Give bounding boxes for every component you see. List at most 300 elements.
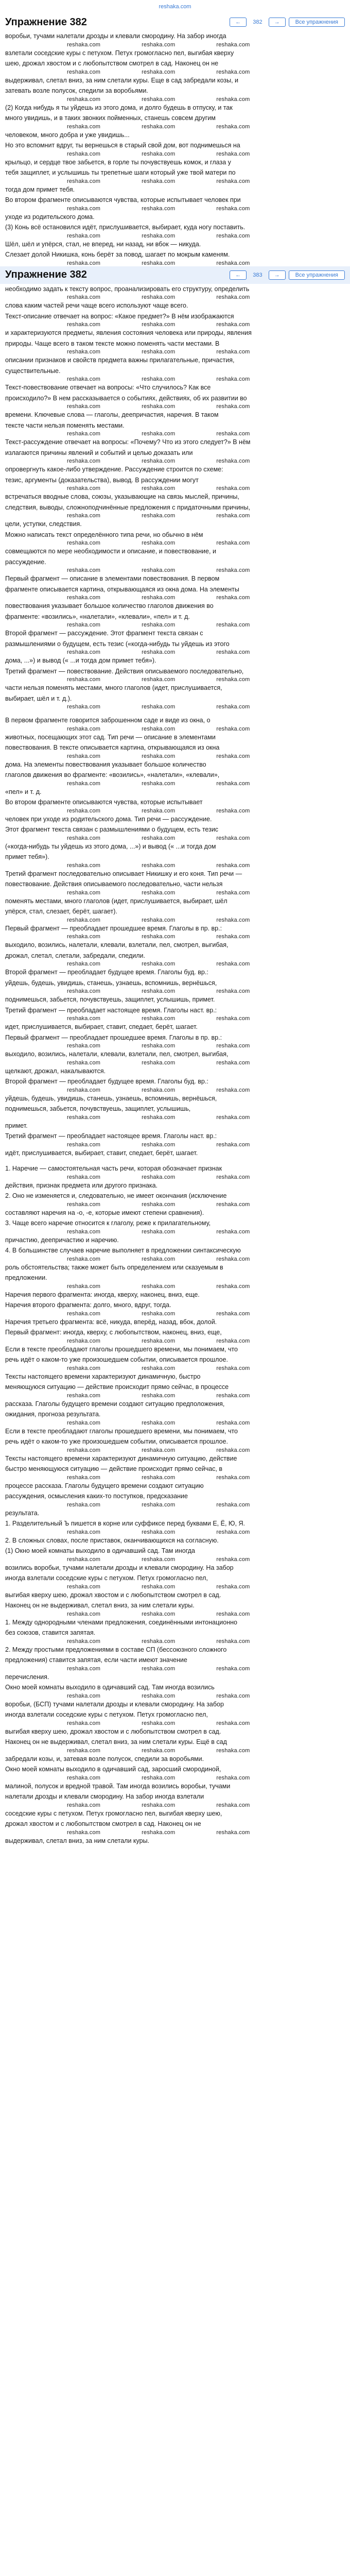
watermark: [5, 567, 345, 573]
text-line: речь идёт о каком-то уже произошедшем событии, описывается прошлое.: [5, 1356, 228, 1363]
watermark-text: reshaka.com: [142, 150, 176, 157]
next-exercise-button[interactable]: →: [269, 18, 286, 27]
text-line: описании признаков и свойств предмета важны прилагательные, причастия,: [5, 357, 235, 364]
watermark-text: reshaka.com: [216, 1774, 250, 1781]
watermark-text: reshaka.com: [67, 1087, 101, 1093]
text-line: предложении.: [5, 1274, 47, 1281]
text-line: Первый фрагмент — описание в элементами повествования. В первом: [5, 575, 220, 582]
watermark-text: reshaka.com: [216, 1474, 250, 1481]
text-line: рассказа. Глаголы будущего времени создают ситуацию предположения,: [5, 1400, 225, 1408]
text-line: В первом фрагменте говорится заброшенном саде и виде из окна, о: [5, 717, 211, 724]
watermark-text: reshaka.com: [67, 150, 101, 157]
watermark-text: reshaka.com: [67, 1201, 101, 1208]
watermark-text: reshaka.com: [216, 917, 250, 923]
watermark: [5, 595, 345, 601]
text-line: причастию, деепричастию и наречию.: [5, 1236, 119, 1244]
text-line: иногда взлетали соседские куры с петухом. Петух громогласно пел,: [5, 1574, 208, 1582]
text-line: выдерживал, слетал вниз, за ним слетали куры.: [5, 1837, 150, 1844]
watermark-text: reshaka.com: [142, 1419, 176, 1426]
watermark-text: reshaka.com: [67, 567, 101, 573]
text-line: примет тебя»).: [5, 853, 49, 860]
watermark-text: reshaka.com: [142, 1692, 176, 1699]
text-line: совмещаются по мере необходимости и описание, и повествование, и: [5, 548, 216, 555]
watermark-text: reshaka.com: [67, 485, 101, 492]
text-line: 3. Чаще всего наречие относится к глаголу, реже к прилагательному,: [5, 1219, 211, 1227]
prev-exercise-button-2[interactable]: ←: [230, 270, 247, 280]
watermark-text: reshaka.com: [142, 260, 176, 266]
watermark-text: reshaka.com: [142, 622, 176, 628]
watermark-text: reshaka.com: [142, 69, 176, 75]
watermark-text: reshaka.com: [142, 294, 176, 300]
text-line: дрожал хвостом и с любопытством смотрел в сад. Наконец он не: [5, 1820, 201, 1827]
watermark: [5, 124, 345, 130]
text-line: идёт, прислушивается, выбирает, ставит, спедает, берёт, шагает.: [5, 1149, 198, 1157]
watermark: [5, 1043, 345, 1049]
next-exercise-button-2[interactable]: →: [269, 270, 286, 280]
watermark-text: reshaka.com: [142, 835, 176, 841]
watermark-text: reshaka.com: [142, 1774, 176, 1781]
watermark-text: reshaka.com: [67, 862, 101, 869]
watermark-text: reshaka.com: [142, 1611, 176, 1617]
watermark-text: reshaka.com: [216, 595, 250, 601]
text-line: дома, ...») и вывод (« ...и тогда дом примет тебя»).: [5, 657, 156, 664]
text-line: воробьи, тучами налетали дрозды и клевали смородину. На забор иногда: [5, 32, 226, 40]
watermark: [5, 1638, 345, 1645]
text-line: 2. Между простыми предложениями в составе СП (бессоюзного сложного: [5, 1646, 227, 1653]
watermark-text: reshaka.com: [216, 1419, 250, 1426]
text-line: Текст-рассуждение отвечает на вопросы: «Почему? Что из этого следует?» В нём: [5, 438, 251, 446]
watermark-text: reshaka.com: [216, 178, 250, 184]
text-line: иногда взлетали соседские куры с петухом. Петух громогласно пел,: [5, 1711, 208, 1718]
watermark-text: reshaka.com: [216, 1392, 250, 1399]
watermark-text: reshaka.com: [216, 835, 250, 841]
text-line: глаголов движения во фрагменте: «возились», «налетали», «клевали»,: [5, 771, 220, 778]
text-line: фрагменте описывается картина, открывающаяся из окна дома. На элементы: [5, 585, 239, 593]
watermark-text: reshaka.com: [216, 1114, 250, 1121]
exercise-header-2: [0, 266, 350, 284]
watermark-text: reshaka.com: [67, 1419, 101, 1426]
text-line: быстро меняющуюся ситуацию — действие происходит прямо сейчас, в: [5, 1465, 223, 1472]
exercise-nav-2: [230, 270, 345, 280]
text-line: поднимешься, забьется, почувствуешь, защиплет, услышишь, примет.: [5, 996, 215, 1003]
watermark: [5, 96, 345, 103]
watermark-text: reshaka.com: [216, 1829, 250, 1836]
text-line: Этот фрагмент текста связан с размышлениями о будущем, есть тезис: [5, 826, 219, 833]
watermark-text: reshaka.com: [67, 1474, 101, 1481]
text-line: малиной, полусок и вредной травой. Там иногда возились воробьи, тучами: [5, 1782, 231, 1790]
watermark-text: reshaka.com: [67, 1174, 101, 1180]
watermark-text: reshaka.com: [67, 376, 101, 382]
watermark: [5, 1775, 345, 1781]
watermark-text: reshaka.com: [142, 431, 176, 437]
watermark-text: reshaka.com: [67, 1583, 101, 1590]
text-line: повествования указывает большое количество глаголов движения во: [5, 602, 214, 609]
watermark-text: reshaka.com: [216, 961, 250, 967]
watermark: [5, 1393, 345, 1399]
watermark-text: reshaka.com: [216, 1720, 250, 1726]
watermark: [5, 260, 345, 266]
text-line: результата.: [5, 1509, 40, 1517]
watermark-text: reshaka.com: [216, 1141, 250, 1148]
watermark-text: reshaka.com: [67, 69, 101, 75]
text-line: существительные.: [5, 367, 61, 375]
exercise-382-section: [0, 13, 350, 1846]
text-line: Второй фрагмент — преобладает будущее время. Глаголы буд. вр.:: [5, 969, 208, 976]
watermark-text: reshaka.com: [67, 1256, 101, 1262]
watermark-text: reshaka.com: [142, 1556, 176, 1563]
text-line: выходило, возились, налетали, клевали, взлетали, пел, смотрел, выгибая,: [5, 941, 229, 948]
watermark-text: reshaka.com: [67, 96, 101, 103]
watermark-text: reshaka.com: [67, 1310, 101, 1317]
text-line: тезис, аргументы (доказательства), вывод. В рассуждении могут: [5, 476, 199, 484]
watermark: [5, 1502, 345, 1508]
watermark-text: reshaka.com: [142, 205, 176, 212]
watermark: [5, 1060, 345, 1066]
watermark-text: reshaka.com: [142, 1059, 176, 1066]
text-line: повествование. Действия описываемого последовательно, части нельзя: [5, 880, 223, 888]
watermark: [5, 233, 345, 239]
text-line: 4. В большинстве случаев наречие выполняет в предложении синтаксическую: [5, 1247, 241, 1254]
text-line: Наконец он не выдерживал, слетал вниз, за ним слетали куры.: [5, 1602, 195, 1609]
watermark-text: reshaka.com: [216, 807, 250, 814]
watermark: [5, 349, 345, 355]
text-line: Наречия второго фрагмента: долго, много, вдруг, тогда.: [5, 1301, 171, 1309]
watermark-text: reshaka.com: [142, 485, 176, 492]
watermark-text: reshaka.com: [216, 1747, 250, 1754]
watermark-text: reshaka.com: [142, 540, 176, 546]
watermark-text: reshaka.com: [216, 150, 250, 157]
text-line: рассуждения, осмысления каких-то поступков, предсказание: [5, 1493, 188, 1500]
watermark-text: reshaka.com: [142, 1337, 176, 1344]
text-line: (3) Конь всё остановился идёт, прислушивается, выбирает, куда ногу поставить.: [5, 224, 246, 231]
text-line: выбирает, шёл и т. д.).: [5, 694, 72, 702]
watermark-text: reshaka.com: [67, 917, 101, 923]
text-line: излагаются причины явлений и событий и целью доказать или: [5, 449, 193, 456]
watermark-text: reshaka.com: [216, 1529, 250, 1535]
watermark-text: reshaka.com: [216, 321, 250, 328]
watermark-text: reshaka.com: [67, 1638, 101, 1645]
text-line: Окно моей комнаты выходило в одичавший сад. Там иногда возились: [5, 1684, 215, 1691]
watermark: [5, 1720, 345, 1726]
watermark-text: reshaka.com: [142, 1529, 176, 1535]
all-exercises-button-2[interactable]: Все упражнения: [289, 270, 345, 280]
watermark-text: reshaka.com: [216, 988, 250, 994]
text-line: 2. В сложных словах, после приставок, оканчивающихся на согласную.: [5, 1536, 219, 1544]
text-line: («когда-нибудь ты уйдешь из этого дома, ...») и вывод (« ...и тогда дом: [5, 842, 216, 850]
watermark-text: reshaka.com: [67, 1365, 101, 1371]
text-line: шею, дрожал хвостом и с любопытством смотрел в сад. Наконец он не: [5, 60, 219, 67]
watermark-text: reshaka.com: [142, 1392, 176, 1399]
watermark-text: reshaka.com: [216, 431, 250, 437]
text-line: природы. Чаще всего в таком тексте можно поменять части местами. В: [5, 340, 220, 347]
watermark-text: reshaka.com: [67, 934, 101, 940]
watermark-text: reshaka.com: [216, 704, 250, 710]
text-line: следствия, выводы, сложноподчинённые предложения с придаточными причины,: [5, 503, 250, 511]
watermark-text: reshaka.com: [216, 780, 250, 787]
watermark-text: reshaka.com: [216, 232, 250, 239]
all-exercises-button[interactable]: Все упражнения: [289, 18, 345, 27]
watermark: [5, 1802, 345, 1808]
text-line: (1) Окно моей комнаты выходило в одичавший сад. Там иногда: [5, 1547, 195, 1554]
watermark-text: reshaka.com: [67, 988, 101, 994]
watermark: [5, 1584, 345, 1590]
exercise-title: Упражнение 382: [5, 16, 87, 28]
watermark-text: reshaka.com: [216, 1337, 250, 1344]
watermark: [5, 42, 345, 48]
watermark-text: reshaka.com: [142, 232, 176, 239]
watermark-text: reshaka.com: [142, 123, 176, 130]
watermark-text: reshaka.com: [216, 649, 250, 655]
watermark-text: reshaka.com: [67, 178, 101, 184]
text-line: примет.: [5, 1122, 28, 1129]
text-line: поменять местами, много глаголов (идет, прислушивается, выбирает, шёл: [5, 897, 227, 905]
watermark-text: reshaka.com: [67, 1692, 101, 1699]
watermark-text: reshaka.com: [142, 1043, 176, 1049]
text-line: животных, посещающих этот сад. Тип речи — описание в элементами: [5, 733, 216, 741]
text-line: Слезает долой Никишка, конь берёт за повод, шагает по мокрым каменям.: [5, 251, 230, 258]
watermark-text: reshaka.com: [67, 1747, 101, 1754]
text-line: выдерживал, слетал вниз, за ним слетали куры. Еще в сад забредали козы, и: [5, 76, 239, 84]
watermark-text: reshaka.com: [216, 1256, 250, 1262]
watermark-text: reshaka.com: [67, 780, 101, 787]
watermark-text: reshaka.com: [142, 1720, 176, 1726]
watermark-text: reshaka.com: [142, 1501, 176, 1508]
text-line: перечисления.: [5, 1673, 49, 1681]
watermark-text: reshaka.com: [216, 753, 250, 759]
watermark-text: reshaka.com: [216, 260, 250, 266]
watermark-text: reshaka.com: [67, 349, 101, 355]
watermark-text: reshaka.com: [67, 321, 101, 328]
watermark-text: reshaka.com: [67, 1802, 101, 1808]
watermark-text: reshaka.com: [67, 961, 101, 967]
watermark: [5, 753, 345, 759]
watermark: [5, 1015, 345, 1022]
watermark: [5, 1666, 345, 1672]
watermark-text: reshaka.com: [216, 349, 250, 355]
watermark: [5, 988, 345, 994]
watermark: [5, 676, 345, 683]
watermark-text: reshaka.com: [142, 934, 176, 940]
text-line: затевать возле полусок, спедили за воробьями.: [5, 87, 148, 94]
watermark: [5, 321, 345, 328]
text-line: человеком, много добра и уже увидишь...: [5, 131, 130, 139]
text-line: 1. Между однородными членами предложения, соединёнными интонационно: [5, 1618, 237, 1626]
text-line: Если в тексте преобладают глаголы прошедшего времени, мы понимаем, что: [5, 1427, 238, 1435]
watermark-text: reshaka.com: [216, 458, 250, 464]
text-line: 1. Разделительный Ъ пишется в корне или суффиксе перед буквами Е, Ё, Ю, Я.: [5, 1520, 245, 1527]
watermark-text: reshaka.com: [142, 458, 176, 464]
watermark-text: reshaka.com: [67, 1114, 101, 1121]
text-line: Текст-повествование отвечает на вопросы: «Что случилось? Как все: [5, 384, 211, 391]
watermark: [5, 1256, 345, 1262]
watermark: [5, 151, 345, 157]
text-line: Третий фрагмент последовательно описывает Никишку и его коня. Тип речи —: [5, 870, 242, 877]
watermark: [5, 1174, 345, 1180]
watermark-text: reshaka.com: [216, 123, 250, 130]
prev-exercise-button[interactable]: ←: [230, 18, 247, 27]
watermark-text: reshaka.com: [216, 1692, 250, 1699]
text-line: времени. Ключевые слова — глаголы, деепричастия, наречия. В таком: [5, 411, 219, 418]
watermark-text: reshaka.com: [142, 1583, 176, 1590]
text-line: Первый фрагмент — преобладает прошедшее время. Глаголы в пр. вр.:: [5, 1033, 222, 1041]
text-line: (2) Когда нибудь я ты уйдешь из этого дома, и долго будешь в отпуску, и так: [5, 104, 233, 111]
text-line: Шёл, шёл и упёрся, стал, не вперед, ни назад, ни вбок — никуда.: [5, 240, 201, 248]
watermark: [5, 1475, 345, 1481]
text-line: Во втором фрагменте описываются чувства, которые испытывает: [5, 799, 203, 806]
watermark: [5, 1283, 345, 1290]
watermark-text: reshaka.com: [67, 1829, 101, 1836]
text-line: выходило, возились, налетали, клевали, взлетали, пел, смотрел, выгибая,: [5, 1050, 229, 1058]
text-line: Третий фрагмент — преобладает настоящее время. Глаголы наст. вр.:: [5, 1006, 217, 1014]
text-line: части нельзя поменять местами, много глаголов (идет, прислушивается,: [5, 684, 222, 691]
watermark: [5, 540, 345, 546]
watermark-text: reshaka.com: [67, 1447, 101, 1453]
watermark-text: reshaka.com: [67, 403, 101, 410]
watermark: [5, 1087, 345, 1093]
watermark-text: reshaka.com: [67, 1720, 101, 1726]
watermark-text: reshaka.com: [67, 205, 101, 212]
text-line: действия, признак предмета или другого признака.: [5, 1181, 158, 1189]
watermark-text: reshaka.com: [216, 676, 250, 683]
watermark: [5, 917, 345, 923]
watermark-text: reshaka.com: [142, 676, 176, 683]
watermark-text: reshaka.com: [142, 41, 176, 48]
watermark: [5, 862, 345, 869]
text-line: упёрся, стал, слезает, берёт, шагает).: [5, 908, 117, 915]
watermark: [5, 1365, 345, 1371]
text-line: Наречия первого фрагмента: иногда, кверху, наконец, вниз, еще.: [5, 1291, 200, 1298]
text-line: слова каким частей речи чаще всего используют чаще всего.: [5, 302, 188, 309]
watermark: [5, 376, 345, 382]
watermark: [5, 1611, 345, 1617]
text-line: выгибая кверху шею, дрожал хвостом и с любопытством смотрел в сад.: [5, 1591, 221, 1599]
watermark-text: reshaka.com: [216, 934, 250, 940]
text-line: 2. Оно не изменяется и, следовательно, не имеет окончания (исключение: [5, 1192, 227, 1199]
watermark-text: reshaka.com: [142, 321, 176, 328]
watermark-text: reshaka.com: [142, 649, 176, 655]
text-line: меняющуюся ситуацию — действие происходит прямо сейчас, в процессе: [5, 1383, 229, 1391]
text-line: щелкают, дрожал, накалываются.: [5, 1067, 106, 1075]
site-logo[interactable]: reshaka.com: [159, 4, 191, 10]
watermark-text: reshaka.com: [216, 1556, 250, 1563]
watermark-text: reshaka.com: [216, 1501, 250, 1508]
watermark-text: reshaka.com: [67, 513, 101, 519]
watermark: [5, 513, 345, 519]
watermark-text: reshaka.com: [216, 205, 250, 212]
watermark: [5, 1447, 345, 1453]
watermark-text: reshaka.com: [142, 1447, 176, 1453]
text-line: уйдешь, будешь, увидишь, станешь, узнаешь, вспомнишь, вернёшься,: [5, 1094, 217, 1102]
text-line: Третий фрагмент — преобладает настоящее время. Глаголы наст. вр.:: [5, 1132, 217, 1140]
text-line: и характеризуются предметы, явления состояния человека или природы, явления: [5, 329, 252, 336]
watermark-text: reshaka.com: [142, 704, 176, 710]
text-line: Окно моей комнаты выходило в одичавший сад, заросший смородиной,: [5, 1766, 221, 1773]
watermark-text: reshaka.com: [67, 1556, 101, 1563]
watermark-text: reshaka.com: [67, 1141, 101, 1148]
watermark-text: reshaka.com: [142, 376, 176, 382]
text-line: Если в тексте преобладают глаголы прошедшего времени, мы понимаем, что: [5, 1345, 238, 1353]
watermark: [5, 649, 345, 655]
text-line: происходило?» В нем рассказывается о событиях, действиях, об их развитии во: [5, 394, 247, 402]
text-line: человек при уходе из родительского дома. Тип речи — рассуждение.: [5, 815, 212, 823]
text-line: процессе рассказа. Глаголы будущего времени создают ситуацию: [5, 1482, 204, 1489]
watermark-text: reshaka.com: [142, 1747, 176, 1754]
watermark: [5, 206, 345, 212]
watermark-text: reshaka.com: [142, 1256, 176, 1262]
watermark-text: reshaka.com: [67, 232, 101, 239]
watermark: [5, 934, 345, 940]
watermark-text: reshaka.com: [142, 1829, 176, 1836]
watermark-text: reshaka.com: [216, 1638, 250, 1645]
watermark-text: reshaka.com: [142, 1665, 176, 1672]
watermark: [5, 458, 345, 464]
watermark-text: reshaka.com: [67, 294, 101, 300]
watermark-text: reshaka.com: [216, 540, 250, 546]
text-line: Во втором фрагменте описываются чувства, которые испытывает человек при: [5, 196, 241, 204]
watermark-text: reshaka.com: [216, 96, 250, 103]
watermark-text: reshaka.com: [216, 1310, 250, 1317]
watermark-text: reshaka.com: [142, 988, 176, 994]
watermark-text: reshaka.com: [67, 1665, 101, 1672]
text-line: Тексты настоящего времени характеризуют динамичную ситуацию, действие: [5, 1454, 237, 1462]
text-line: Можно написать текст определённого типа речи, но обычно в нём: [5, 531, 203, 538]
watermark: [5, 1420, 345, 1426]
watermark-text: reshaka.com: [142, 1114, 176, 1121]
watermark-text: reshaka.com: [142, 862, 176, 869]
text-line: речь идёт о каком-то уже произошедшем событии, описывается прошлое.: [5, 1438, 228, 1445]
watermark: [5, 69, 345, 75]
text-line: необходимо задать к тексту вопрос, проанализировать его структуру, определить: [5, 285, 250, 293]
exercise-text-2: [5, 284, 345, 710]
watermark-text: reshaka.com: [216, 1059, 250, 1066]
watermark-text: reshaka.com: [142, 178, 176, 184]
watermark-text: reshaka.com: [142, 1310, 176, 1317]
watermark-text: reshaka.com: [67, 649, 101, 655]
text-line: составляют наречия на -о, -е, которые имеют степени сравнения).: [5, 1209, 204, 1216]
watermark-text: reshaka.com: [142, 1141, 176, 1148]
watermark-text: reshaka.com: [142, 1174, 176, 1180]
watermark-text: reshaka.com: [67, 1337, 101, 1344]
watermark-text: reshaka.com: [142, 403, 176, 410]
watermark-text: reshaka.com: [142, 780, 176, 787]
watermark-text: reshaka.com: [216, 1043, 250, 1049]
text-line: соседские куры с петухом. Петух громогласно пел, выгибая кверху шею,: [5, 1809, 222, 1817]
text-line: Второй фрагмент — рассуждение. Этот фрагмент текста связан с: [5, 630, 203, 637]
watermark-text: reshaka.com: [67, 1611, 101, 1617]
exercise-nav: [230, 18, 345, 27]
watermark-text: reshaka.com: [67, 431, 101, 437]
watermark-text: reshaka.com: [216, 294, 250, 300]
watermark-text: reshaka.com: [142, 1474, 176, 1481]
watermark-text: reshaka.com: [216, 889, 250, 896]
watermark: [5, 1114, 345, 1121]
watermark-text: reshaka.com: [142, 807, 176, 814]
watermark-text: reshaka.com: [67, 1392, 101, 1399]
text-line: Второй фрагмент — преобладает будущее время. Глаголы буд. вр.:: [5, 1078, 208, 1085]
watermark-text: reshaka.com: [216, 513, 250, 519]
watermark-text: reshaka.com: [67, 260, 101, 266]
watermark-text: reshaka.com: [216, 1283, 250, 1290]
watermark-text: reshaka.com: [67, 1283, 101, 1290]
watermark-text: reshaka.com: [67, 458, 101, 464]
text-line: Третий фрагмент — повествование. Действия описываемого последовательно,: [5, 667, 244, 675]
text-line: поднимешься, забьется, почувствуешь, защиплет, услышишь,: [5, 1105, 191, 1112]
watermark-text: reshaka.com: [216, 1087, 250, 1093]
watermark-text: reshaka.com: [216, 1174, 250, 1180]
exercise-header: [5, 13, 345, 31]
text-line: Наконец он не выдерживал, слетал вниз, за ним слетали куры. Ещё в сад: [5, 1738, 227, 1745]
watermark-text: reshaka.com: [142, 567, 176, 573]
